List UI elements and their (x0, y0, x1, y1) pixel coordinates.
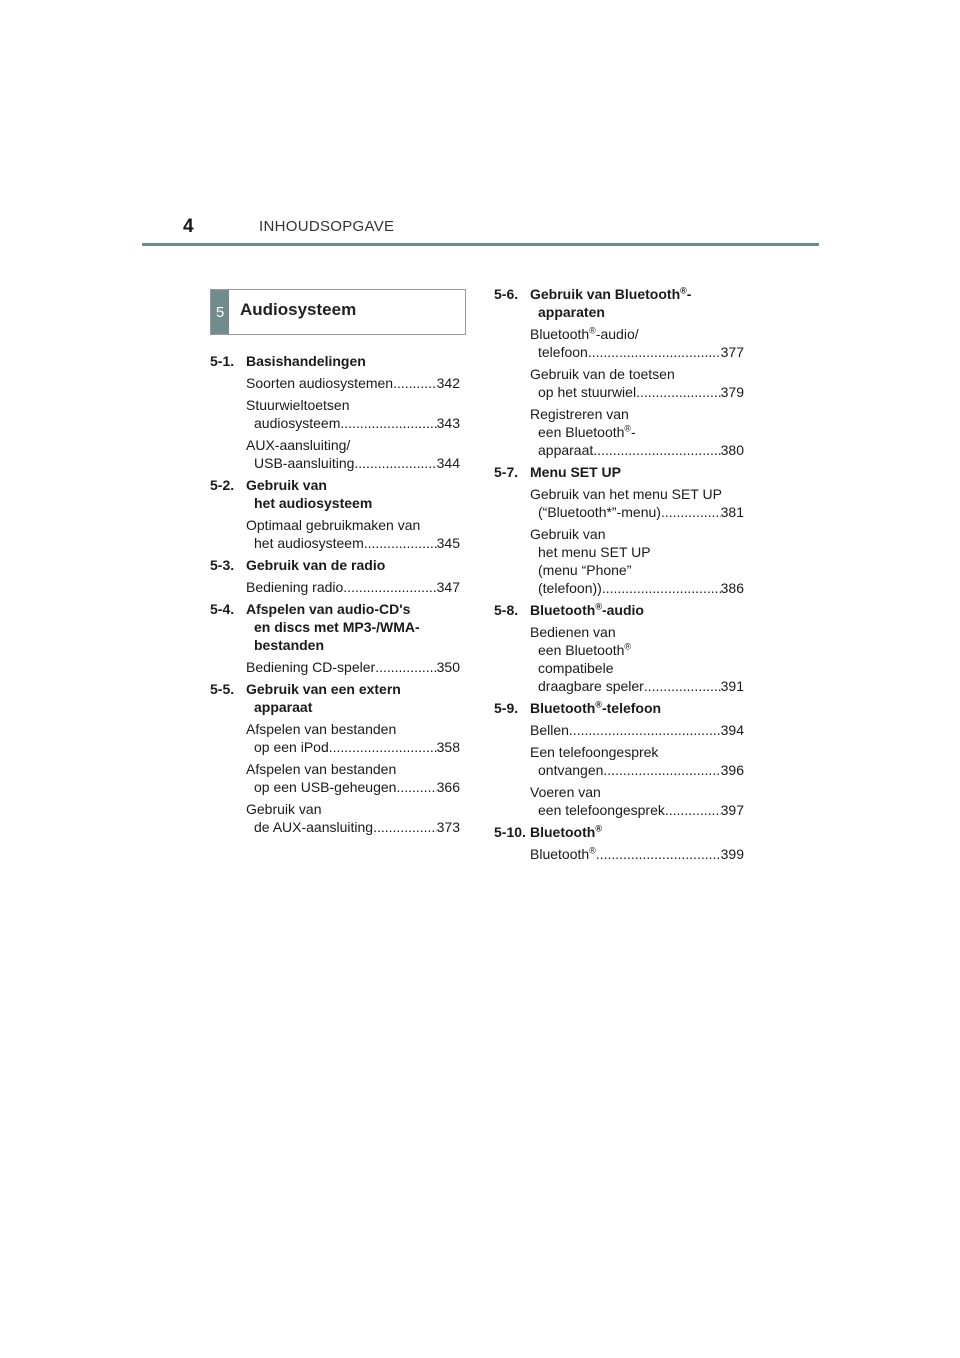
dot-leader (593, 441, 720, 459)
dot-leader (596, 845, 721, 863)
chapter-number: 5-2. (210, 477, 235, 493)
entry-text: Optimaal gebruikmaken van (246, 517, 421, 533)
chapter-title: - (686, 286, 692, 302)
entry-text: Bluetooth (530, 846, 590, 862)
chapter-title: apparaat (254, 699, 313, 715)
toc-entry[interactable] (494, 623, 744, 695)
toc-entry[interactable] (494, 525, 744, 597)
toc-right-column (494, 285, 744, 867)
dot-leader (343, 578, 436, 596)
chapter-5-2[interactable] (210, 476, 460, 512)
registered-mark: ® (680, 285, 687, 296)
entry-page: 386 (720, 580, 744, 596)
registered-mark: ® (624, 641, 632, 652)
page-number: 4 (183, 216, 194, 237)
entry-page: 347 (436, 579, 460, 595)
entry-text: telefoon (538, 344, 588, 360)
entry-text: AUX-aansluiting/ (246, 437, 351, 453)
chapter-number: 5-5. (210, 681, 235, 697)
chapter-number: 5-1. (210, 353, 235, 369)
toc-entry[interactable] (210, 720, 460, 756)
toc-entry[interactable] (494, 721, 744, 739)
dot-leader (375, 658, 436, 676)
chapter-5-9[interactable] (494, 699, 744, 717)
toc-entry[interactable] (494, 743, 744, 779)
chapter-title: Gebruik van Bluetooth (530, 286, 681, 302)
chapter-title: het audiosysteem (254, 495, 373, 511)
registered-mark: ® (595, 601, 602, 612)
entry-text: een Bluetooth (538, 424, 625, 440)
entry-page: 391 (720, 678, 744, 694)
entry-text: apparaat (538, 442, 594, 458)
dot-leader (661, 503, 721, 521)
entry-text: Bediening radio (246, 579, 344, 595)
toc-entry[interactable] (210, 800, 460, 836)
entry-text: Voeren van (530, 784, 601, 800)
toc-entry[interactable] (494, 845, 744, 863)
entry-page: 394 (720, 722, 744, 738)
entry-page: 345 (436, 535, 460, 551)
entry-text: Bluetooth (530, 326, 590, 342)
entry-text: Gebruik van de toetsen (530, 366, 675, 382)
toc-entry[interactable] (210, 374, 460, 392)
entry-text: Afspelen van bestanden (246, 761, 397, 777)
chapter-5-5[interactable] (210, 680, 460, 716)
entry-page: 377 (720, 344, 744, 360)
entry-text: Afspelen van bestanden (246, 721, 397, 737)
registered-mark: ® (589, 845, 596, 856)
chapter-number: 5-9. (494, 700, 519, 716)
toc-entry[interactable] (494, 365, 744, 401)
chapter-number: 5-6. (494, 286, 519, 302)
entry-page: 380 (720, 442, 744, 458)
entry-text: Soorten audiosystemen (246, 375, 394, 391)
dot-leader (644, 677, 721, 695)
entry-page: 343 (436, 415, 460, 431)
toc-entry[interactable] (210, 658, 460, 676)
dot-leader (602, 579, 721, 597)
entry-text: Gebruik van het menu SET UP (530, 486, 722, 502)
entry-text: Een telefoongesprek (530, 744, 659, 760)
registered-mark: ® (589, 325, 596, 336)
entry-text: een telefoongesprek (538, 802, 665, 818)
toc-entry[interactable] (494, 783, 744, 819)
chapter-title: Bluetooth (530, 700, 596, 716)
entry-page: 379 (720, 384, 744, 400)
entry-text: USB-aansluiting (254, 455, 355, 471)
toc-left-column (210, 352, 460, 840)
dot-leader (340, 414, 436, 432)
chapter-5-4[interactable] (210, 600, 460, 654)
entry-text: ontvangen (538, 762, 604, 778)
registered-mark: ® (595, 823, 602, 834)
section-number: 5 (211, 290, 229, 334)
entry-text: Registreren van (530, 406, 629, 422)
entry-text: op het stuurwiel (538, 384, 637, 400)
entry-text: Stuurwieltoetsen (246, 397, 350, 413)
toc-entry[interactable] (210, 578, 460, 596)
chapter-title: Bluetooth (530, 824, 596, 840)
chapter-title: apparaten (538, 304, 605, 320)
toc-entry[interactable] (494, 325, 744, 361)
chapter-5-10[interactable] (494, 823, 744, 841)
entry-text: het audiosysteem (254, 535, 364, 551)
dot-leader (569, 721, 721, 739)
entry-page: 350 (436, 659, 460, 675)
chapter-title: Afspelen van audio-CD's (246, 601, 411, 617)
entry-text: Bediening CD-speler (246, 659, 376, 675)
dot-leader (393, 374, 437, 392)
dot-leader (636, 383, 721, 401)
registered-mark: ® (595, 699, 602, 710)
chapter-title: Basishandelingen (246, 353, 366, 369)
entry-page: 396 (720, 762, 744, 778)
chapter-number: 5-4. (210, 601, 235, 617)
section-title: Audiosysteem (240, 300, 357, 319)
chapter-title: -audio (601, 602, 644, 618)
entry-text: (telefoon)) (538, 580, 602, 596)
entry-page: 399 (720, 846, 744, 862)
entry-text: - (631, 424, 636, 440)
entry-page: 373 (436, 819, 460, 835)
toc-entry[interactable] (494, 405, 744, 459)
header-rule (142, 243, 819, 246)
entry-text: op een USB-geheugen (254, 779, 397, 795)
chapter-5-7[interactable] (494, 463, 744, 481)
entry-text: Gebruik van (246, 801, 322, 817)
chapter-title: bestanden (254, 637, 325, 653)
chapter-number: 5-8. (494, 602, 519, 618)
entry-page: 344 (436, 455, 460, 471)
entry-text: -audio/ (595, 326, 639, 342)
dot-leader (373, 818, 437, 836)
chapter-title: -telefoon (601, 700, 662, 716)
chapter-5-8[interactable] (494, 601, 744, 619)
entry-text: op een iPod (254, 739, 329, 755)
entry-page: 358 (436, 739, 460, 755)
chapter-number: 5-10. (494, 824, 526, 840)
toc-entry[interactable] (210, 436, 460, 472)
entry-page: 342 (436, 375, 460, 391)
entry-page: 381 (720, 504, 744, 520)
chapter-5-6[interactable] (494, 285, 744, 321)
chapter-title: Menu SET UP (530, 464, 622, 480)
entry-text: draagbare speler (538, 678, 644, 694)
chapter-title: Bluetooth (530, 602, 596, 618)
chapter-title: Gebruik van de radio (246, 557, 386, 573)
dot-leader (329, 738, 437, 756)
entry-text: Bedienen van (530, 624, 616, 640)
entry-text: de AUX-aansluiting (254, 819, 374, 835)
entry-text: Bellen (530, 722, 569, 738)
chapter-title: Gebruik van (246, 477, 327, 493)
chapter-5-1[interactable] (210, 352, 460, 370)
entry-text: compatibele (538, 660, 614, 676)
entry-page: 397 (720, 802, 744, 818)
section-box (210, 289, 466, 335)
chapter-title: en discs met MP3-/WMA- (254, 619, 420, 635)
chapter-title: Gebruik van een extern (246, 681, 401, 697)
dot-leader (588, 343, 721, 361)
entry-page: 366 (436, 779, 460, 795)
dot-leader (665, 801, 721, 819)
entry-text: Gebruik van (530, 526, 606, 542)
header-title: INHOUDSOPGAVE (259, 218, 395, 235)
entry-text: (“Bluetooth*”-menu) (538, 504, 661, 520)
toc-entry[interactable] (210, 760, 460, 796)
toc-entry[interactable] (210, 516, 460, 552)
entry-text: audiosysteem (254, 415, 341, 431)
entry-text: het menu SET UP (538, 544, 651, 560)
toc-entry[interactable] (210, 396, 460, 432)
chapter-number: 5-3. (210, 557, 235, 573)
dot-leader (364, 534, 437, 552)
chapter-5-3[interactable] (210, 556, 460, 574)
page-header (183, 216, 823, 246)
entry-text: een Bluetooth (538, 642, 625, 658)
chapter-number: 5-7. (494, 464, 519, 480)
dot-leader (603, 761, 720, 779)
registered-mark: ® (624, 423, 632, 434)
toc-entry[interactable] (494, 485, 744, 521)
entry-text: (menu “Phone” (538, 562, 632, 578)
dot-leader (354, 454, 436, 472)
dot-leader (396, 778, 436, 796)
